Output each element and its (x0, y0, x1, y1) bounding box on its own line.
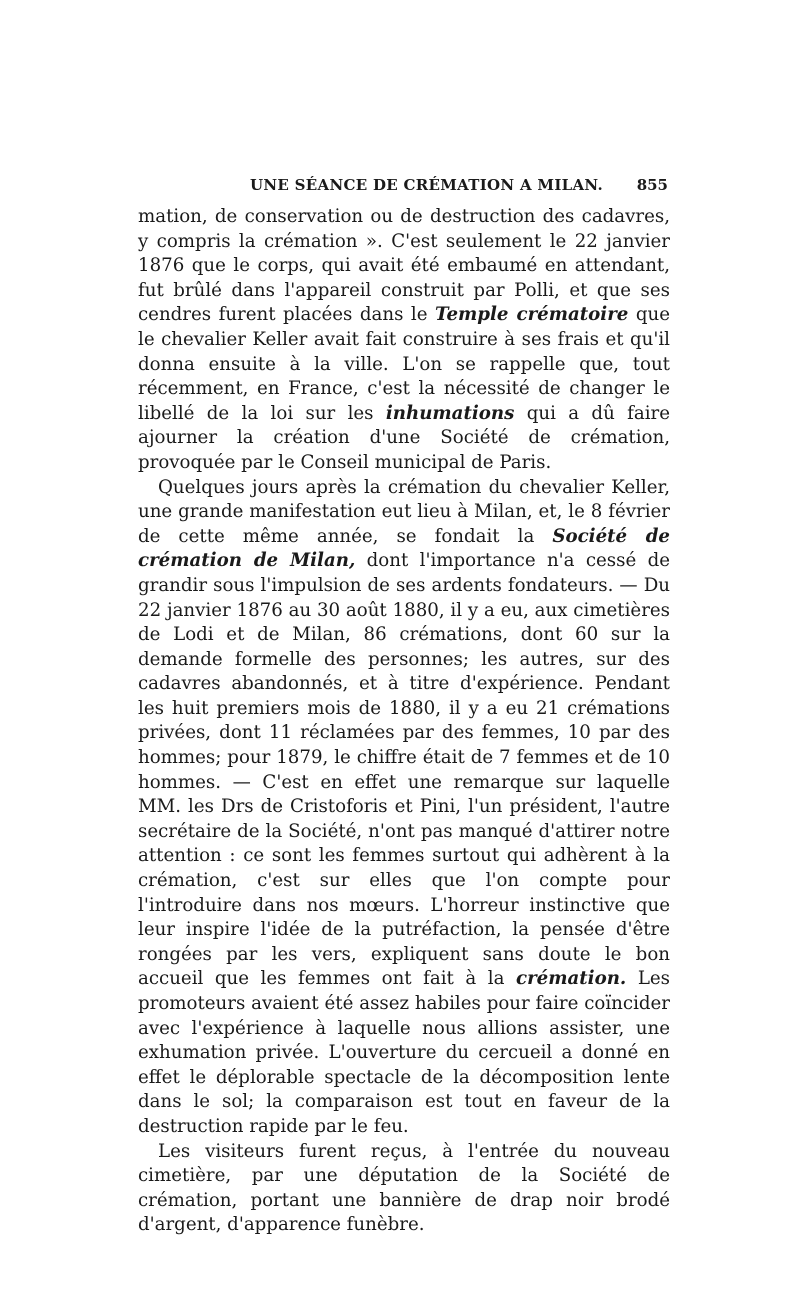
body-text (138, 205, 670, 1238)
paragraph-1 (138, 205, 670, 476)
running-head (138, 176, 668, 198)
paragraph-2-emphasis-cremation: crémation. (516, 968, 627, 990)
paragraph-1-text-2: que le chevalier Keller avait fait construire à ses frais et qu'il donna ensuite à la ville. L'on se rappelle que, tout récemment, en France, c'est la nécessité de changer le libellé de la loi sur les (138, 304, 670, 424)
paragraph-2-text-1: Quelques jours après la crémation du chevalier Keller, une grande manifestation eut lieu à Milan, et, le 8 février de cette même année, se fondait la (138, 476, 670, 547)
paragraph-3-text-1: Les visiteurs furent reçus, à l'entrée du nouveau cimetière, par une députation de la Société de crémation, portant une bannière de drap noir brodé d'argent, d'apparence funèbre. (138, 1140, 670, 1236)
paragraph-2-text-2: dont l'importance n'a cessé de grandir sous l'impulsion de ses ardents fondateurs. — Du 22 janvier 1876 au 30 août 1880, il y a eu, aux cimetières de Lodi et de Milan, 86 crémations, dont 60 sur la demande formelle des personnes; les autres, sur des cadavres abandonnés, et à titre d'expérience. Pendant les huit premiers mois de 1880, il y a eu 21 crémations privées, dont 11 réclamées par des femmes, 10 par des hommes; pour 1879, le chiffre était de 7 femmes et de 10 hommes. — C'est en effet une remarque sur laquelle MM. les Drs de Cristoforis et Pini, l'un président, l'autre secrétaire de la Société, n'ont pas manqué d'attirer notre attention : ce sont les femmes surtout qui adhèrent à la crémation, c'est sur elles que l'on compte pour l'introduire dans nos mœurs. L'horreur instinctive que leur inspire l'idée de la putréfaction, la pensée d'être rongées par les vers, expliquent sans doute le bon accueil que les femmes ont fait à la (138, 550, 670, 990)
running-title: UNE SÉANCE DE CRÉMATION A MILAN. (250, 176, 603, 194)
paragraph-3 (138, 1140, 670, 1238)
paragraph-1-emphasis-temple: Temple crématoire (435, 304, 629, 326)
paragraph-2-text-3: Les promoteurs avaient été assez habiles pour faire coïncider avec l'expérience à laquelle nous allions assister, une exhumation privée. L'ouverture du cercueil a donné en effet le déplorable spectacle de la décomposition lente dans le sol; la comparaison est tout en faveur de la destruction rapide par le feu. (138, 968, 670, 1137)
paragraph-2-emphasis-societe: Société de crémation de Milan, (138, 525, 670, 572)
paragraph-1-emphasis-inhumations: inhumations (385, 402, 515, 424)
paragraph-1-text-3: qui a dû faire ajourner la création d'une Société de crémation, provoquée par le Conseil municipal de Paris. (138, 402, 670, 473)
page-number: 855 (636, 176, 668, 194)
paragraph-1-text-1: mation, de conservation ou de destruction des cadavres, y compris la crémation ». C'est seulement le 22 janvier 1876 que le corps, qui avait été embaumé en attendant, fut brûlé dans l'appareil construit par Polli, et que ses cendres furent placées dans le (138, 206, 670, 326)
paragraph-2 (138, 476, 670, 1140)
